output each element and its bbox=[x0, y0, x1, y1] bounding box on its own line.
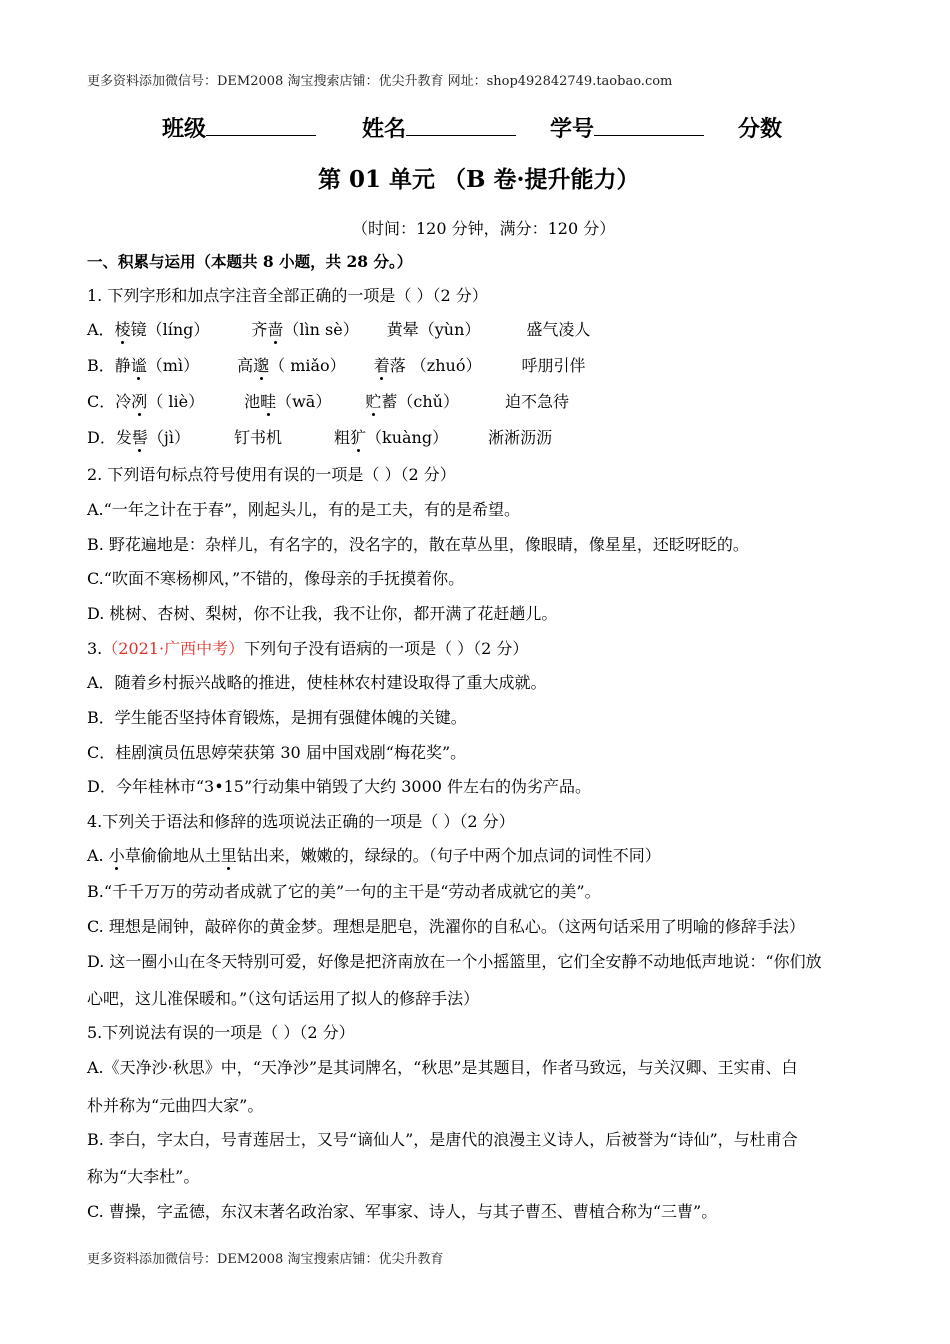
option-prefix: B． bbox=[87, 356, 115, 375]
q3-option-d: D．今年桂林市“3•15”行动集中销毁了大约 3000 件左右的伪劣产品。 bbox=[87, 777, 592, 796]
page-footer-text: 更多资料添加微信号：DEM2008 淘宝搜索店铺：优尖升教育 bbox=[87, 1252, 444, 1267]
option-prefix: A. bbox=[87, 846, 109, 865]
option-text: 呼朋引伴 bbox=[521, 356, 586, 375]
q4-option-b: B.“千千万万的劳动者成就了它的美”一句的主干是“劳动者成就它的美”。 bbox=[87, 882, 601, 901]
dotted-char: 冽 bbox=[131, 392, 148, 411]
option-text: 落 （zhuó） bbox=[389, 356, 482, 375]
option-text: 钉书机 bbox=[233, 428, 282, 447]
q2-option-b: B. 野花遍地是：杂样儿，有名字的，没名字的，散在草丛里，像眼睛，像星星，还眨呀眨的。 bbox=[87, 535, 749, 554]
q3-stem bbox=[87, 639, 528, 659]
q2-option-a: A.“一年之计在于春”，刚起头儿，有的是工夫，有的是希望。 bbox=[87, 500, 521, 519]
q1-option-c bbox=[87, 392, 569, 412]
dotted-char: 啬 bbox=[267, 320, 284, 339]
question-number: 3. bbox=[87, 639, 103, 658]
class-blank bbox=[206, 115, 316, 136]
q1-option-d bbox=[87, 428, 552, 448]
student-info-line bbox=[162, 112, 782, 143]
q5-option-b-line2: 称为“大李杜”。 bbox=[87, 1167, 200, 1186]
option-text: 冷 bbox=[115, 392, 132, 411]
q2-option-d: D. 桃树、杏树、梨树，你不让我，我不让你，都开满了花赶趟儿。 bbox=[87, 604, 558, 623]
score-label: 分数 bbox=[738, 116, 783, 142]
dotted-char: 小 bbox=[108, 846, 125, 865]
q4-option-d-line2: 心吧，这儿准保暖和。”（这句话运用了拟人的修辞手法） bbox=[87, 989, 480, 1008]
option-text: 池 bbox=[244, 392, 261, 411]
option-text: 黄晕（yùn） bbox=[386, 320, 481, 339]
q5-option-c: C. 曹操，字孟德，东汉末著名政治家、军事家、诗人，与其子曹丕、曹植合称为“三曹”。 bbox=[87, 1202, 718, 1221]
option-text: 淅淅沥沥 bbox=[488, 428, 553, 447]
q2-option-c: C.“吹面不寒杨柳风，”不错的，像母亲的手抚摸着你。 bbox=[87, 569, 465, 588]
option-text: 静 bbox=[114, 356, 131, 375]
option-text: （ miǎo） bbox=[269, 356, 346, 375]
dotted-char: 犷 bbox=[350, 428, 367, 447]
option-text: （lìn sè） bbox=[283, 320, 359, 339]
option-text: 盛气凌人 bbox=[526, 320, 591, 339]
option-text: 草偷偷地从土 bbox=[124, 846, 221, 865]
option-text: 蓄（chǔ） bbox=[381, 392, 459, 411]
question-source: （2021·广西中考） bbox=[102, 639, 245, 658]
q1-option-b bbox=[87, 356, 585, 376]
q3-option-a: A．随着乡村振兴战略的推进，使桂林农村建设取得了重大成就。 bbox=[87, 673, 547, 692]
q1-option-a bbox=[87, 320, 590, 340]
q4-stem: 4.下列关于语法和修辞的选项说法正确的一项是（ ）（2 分） bbox=[87, 812, 515, 831]
option-text: 钻出来，嫩嫩的，绿绿的。（句子中两个加点词的词性不同） bbox=[236, 846, 661, 865]
question-text: 下列句子没有语病的一项是（ ）（2 分） bbox=[244, 639, 529, 658]
dotted-char: 里 bbox=[220, 846, 237, 865]
exam-info: （时间：120 分钟，满分：120 分） bbox=[352, 219, 616, 238]
option-prefix: C． bbox=[87, 392, 116, 411]
q5-stem: 5.下列说法有误的一项是（ ）（2 分） bbox=[87, 1023, 355, 1042]
q5-option-a-line1: A.《天净沙·秋思》中，“天净沙”是其词牌名，“秋思”是其题目，作者马致远，与关汉卿、王实甫、白 bbox=[87, 1058, 798, 1077]
option-text: 发 bbox=[115, 428, 132, 447]
q4-option-c: C. 理想是闹钟，敲碎你的黄金梦。理想是肥皂，洗濯你的自私心。（这两句话采用了明喻的修辞手法） bbox=[87, 917, 805, 936]
q4-option-d-line1: D. 这一圈小山在冬天特别可爱，好像是把济南放在一个小摇篮里，它们全安静不动地低声地说：“你们放 bbox=[87, 952, 822, 971]
option-text: （jì） bbox=[147, 428, 190, 447]
q5-option-a-line2: 朴并称为“元曲四大家”。 bbox=[87, 1096, 264, 1115]
q2-stem: 2. 下列语句标点符号使用有误的一项是（ ）（2 分） bbox=[87, 465, 456, 484]
id-label: 学号 bbox=[550, 116, 595, 142]
q5-option-b-line1: B. 李白，字太白，号青莲居士，又号“谪仙人”，是唐代的浪漫主义诗人，后被誉为“诗仙”，与杜甫合 bbox=[87, 1130, 798, 1149]
dotted-char: 棱 bbox=[114, 320, 131, 339]
option-text: 粗 bbox=[333, 428, 350, 447]
option-text: （mì） bbox=[146, 356, 200, 375]
option-text: （wā） bbox=[276, 392, 332, 411]
option-text: （kuàng） bbox=[366, 428, 449, 447]
option-text: 迫不急待 bbox=[504, 392, 569, 411]
name-label: 姓名 bbox=[362, 116, 407, 142]
q3-option-c: C．桂剧演员伍思婷荣获第 30 届中国戏剧“梅花奖”。 bbox=[87, 743, 467, 762]
id-blank bbox=[594, 115, 704, 136]
option-text: 高 bbox=[237, 356, 254, 375]
page-header-text: 更多资料添加微信号：DEM2008 淘宝搜索店铺：优尖升教育 网址：shop492842749.taobao.com bbox=[87, 74, 673, 89]
dotted-char: 髻 bbox=[131, 428, 148, 447]
option-text: 镜（líng） bbox=[130, 320, 210, 339]
page-title: 第 01 单元 （B 卷·提升能力） bbox=[318, 166, 640, 193]
dotted-char: 着 bbox=[373, 356, 390, 375]
q1-stem: 1. 下列字形和加点字注音全部正确的一项是（ ）（2 分） bbox=[87, 286, 488, 305]
option-prefix: A． bbox=[87, 320, 115, 339]
class-label: 班级 bbox=[162, 116, 207, 142]
option-text: 齐 bbox=[251, 320, 268, 339]
dotted-char: 谧 bbox=[130, 356, 147, 375]
dotted-char: 畦 bbox=[260, 392, 277, 411]
name-blank bbox=[406, 115, 516, 136]
option-text: （ liè） bbox=[147, 392, 205, 411]
q3-option-b: B．学生能否坚持体育锻炼，是拥有强健体魄的关键。 bbox=[87, 708, 467, 727]
option-prefix: D． bbox=[87, 428, 116, 447]
dotted-char: 贮 bbox=[365, 392, 382, 411]
section-heading: 一、积累与运用（本题共 8 小题，共 28 分。） bbox=[87, 252, 413, 271]
dotted-char: 邈 bbox=[253, 356, 270, 375]
q4-option-a bbox=[87, 846, 661, 866]
